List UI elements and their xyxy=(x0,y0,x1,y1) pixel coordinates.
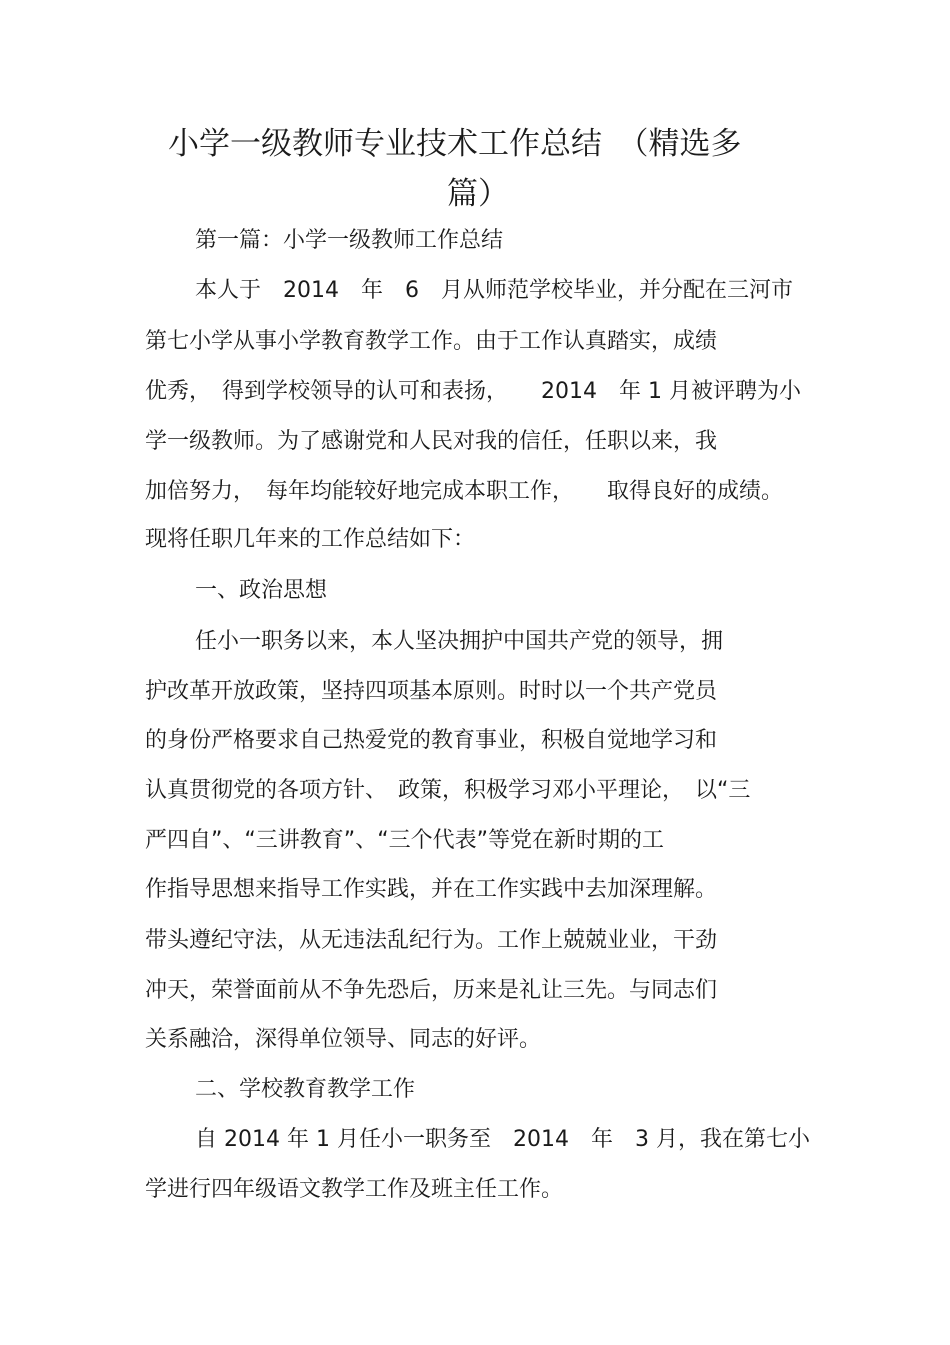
paragraph-line: 关系融洽，深得单位领导、同志的好评。 xyxy=(145,1027,542,1052)
paragraph-line: 现将任职几年来的工作总结如下： xyxy=(145,527,476,552)
paragraph-line: 任小一职务以来，本人坚决拥护中国共产党的领导，拥 xyxy=(195,629,724,654)
paragraph-line: 带头遵纪守法，从无违法乱纪行为。工作上兢兢业业，干劲 xyxy=(145,928,718,953)
paragraph-line: 加倍努力， 每年均能较好地完成本职工作， 取得良好的成绩。 xyxy=(145,479,784,504)
paragraph-line: 严四自”、“三讲教育”、“三个代表”等党在新时期的工 xyxy=(145,828,664,853)
section-heading-teaching: 二、学校教育教学工作 xyxy=(195,1077,416,1102)
paragraph-line: 自 2014 年 1 月任小一职务至 2014 年 3 月，我在第七小 xyxy=(195,1127,810,1152)
document-title-line-2: 篇） xyxy=(447,176,509,212)
paragraph-line: 学进行四年级语文教学工作及班主任工作。 xyxy=(145,1177,564,1202)
paragraph-line: 优秀， 得到学校领导的认可和表扬， 2014 年 1 月被评聘为小 xyxy=(145,379,801,404)
paragraph-line: 冲天，荣誉面前从不争先恐后，历来是礼让三先。与同志们 xyxy=(145,978,718,1003)
paragraph-line: 认真贯彻党的各项方针、 政策，积极学习邓小平理论， 以“三 xyxy=(145,778,751,803)
section-heading-politics: 一、政治思想 xyxy=(195,578,328,603)
paragraph-line: 的身份严格要求自己热爱党的教育事业，积极自觉地学习和 xyxy=(145,728,718,753)
paragraph-line: 护改革开放政策，坚持四项基本原则。时时以一个共产党员 xyxy=(145,679,718,704)
document-title-line-1: 小学一级教师专业技术工作总结 （精选多 xyxy=(168,126,742,162)
section-heading-first: 第一篇：小学一级教师工作总结 xyxy=(195,228,504,253)
paragraph-line: 本人于 2014 年 6 月从师范学校毕业，并分配在三河市 xyxy=(195,278,793,303)
paragraph-line: 第七小学从事小学教育教学工作。由于工作认真踏实，成绩 xyxy=(145,329,718,354)
paragraph-line: 学一级教师。为了感谢党和人民对我的信任，任职以来，我 xyxy=(145,429,718,454)
paragraph-line: 作指导思想来指导工作实践，并在工作实践中去加深理解。 xyxy=(145,877,718,902)
